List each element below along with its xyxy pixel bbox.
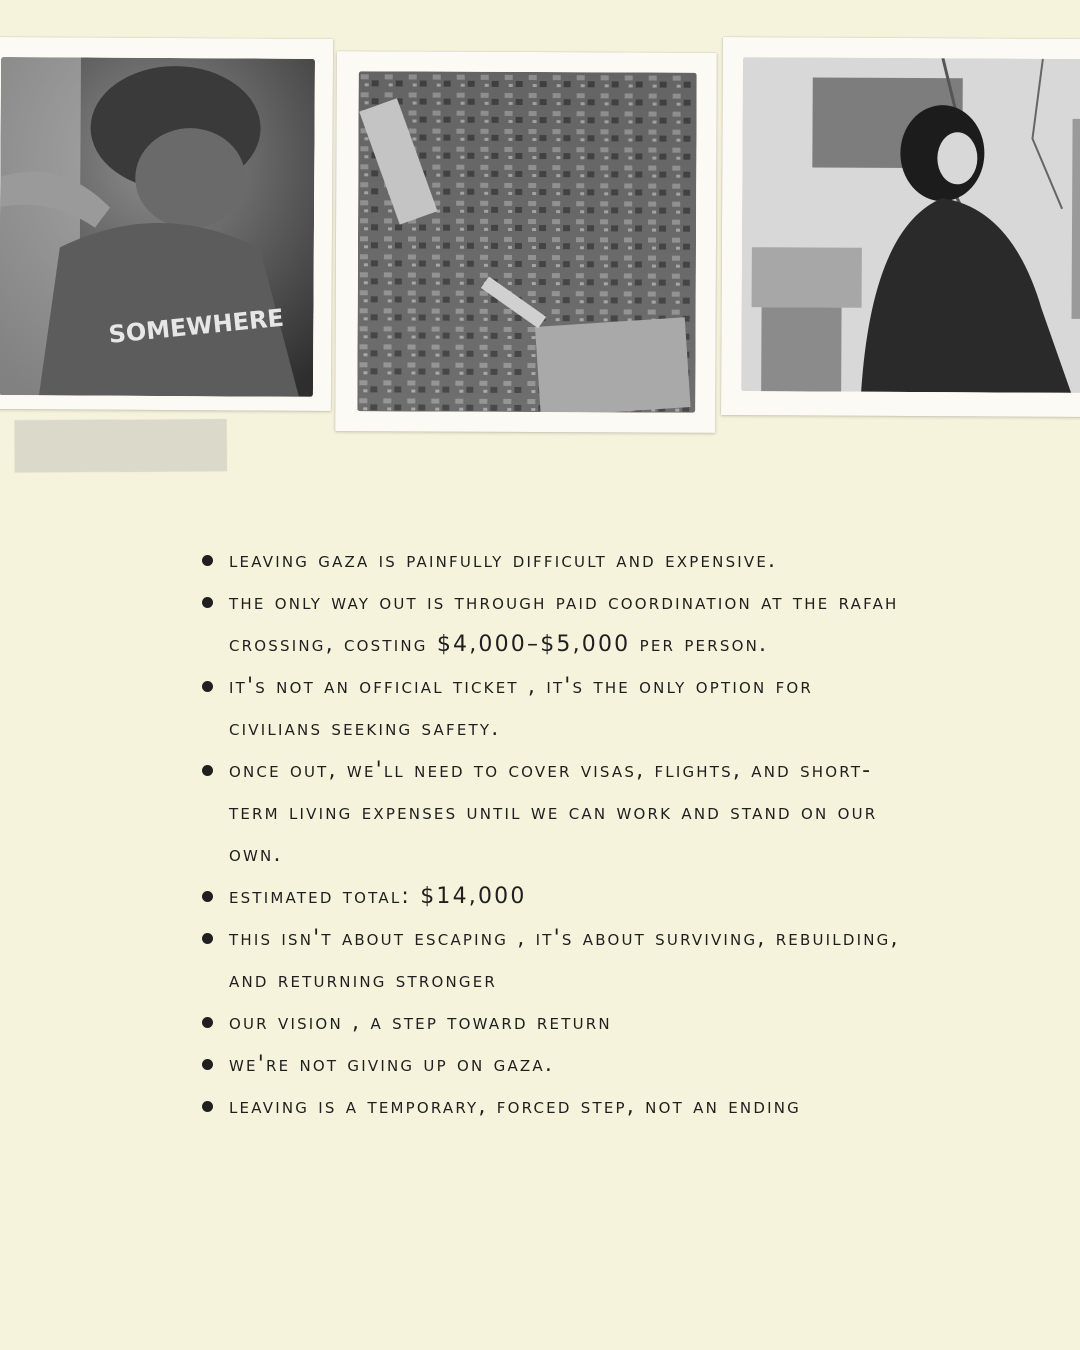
tape-strip <box>15 419 227 472</box>
list-item <box>200 1044 900 1086</box>
note-text: leaving gaza is painfully difficult and expensive. <box>229 548 778 573</box>
list-item <box>200 1086 900 1128</box>
list-item <box>200 1002 900 1044</box>
bullet-dot <box>202 765 213 776</box>
bullet-dot <box>202 1059 213 1070</box>
notes-list <box>200 540 900 1128</box>
note-text: the only way out is through paid coordination at the rafah crossing, costing $4,000–$5,000 per person. <box>229 590 899 657</box>
photo-frame-1 <box>0 37 333 411</box>
bullet-dot <box>202 1017 213 1028</box>
photo-rubble <box>357 71 696 412</box>
list-item <box>200 918 900 1002</box>
bullet-dot <box>202 681 213 692</box>
photo-woman-in-ruins <box>741 57 1080 393</box>
photo-frame-2 <box>335 51 717 433</box>
note-text: this isn't about escaping , it's about surviving, rebuilding, and returning stronger <box>229 926 900 993</box>
list-item <box>200 582 900 666</box>
list-item <box>200 750 900 876</box>
bullet-dot <box>202 1101 213 1112</box>
photo-frame-3 <box>721 37 1080 417</box>
bullet-dot <box>202 933 213 944</box>
bullet-dot <box>202 555 213 566</box>
note-text: once out, we'll need to cover visas, flights, and short-term living expenses until we can work and stand on our own. <box>229 758 878 867</box>
photo-man-injured <box>0 57 315 397</box>
note-text: our vision , a step toward return <box>229 1010 612 1035</box>
shirt-print: SOMEWHERE <box>107 303 286 349</box>
note-text: we're not giving up on gaza. <box>229 1052 555 1077</box>
list-item <box>200 666 900 750</box>
list-item <box>200 540 900 582</box>
bullet-dot <box>202 891 213 902</box>
note-text: leaving is a temporary, forced step, not an ending <box>229 1094 801 1119</box>
bullet-dot <box>202 597 213 608</box>
note-text: estimated total: $14,000 <box>229 884 527 909</box>
note-text: it's not an official ticket , it's the only option for civilians seeking safety. <box>229 674 814 741</box>
list-item <box>200 876 900 918</box>
